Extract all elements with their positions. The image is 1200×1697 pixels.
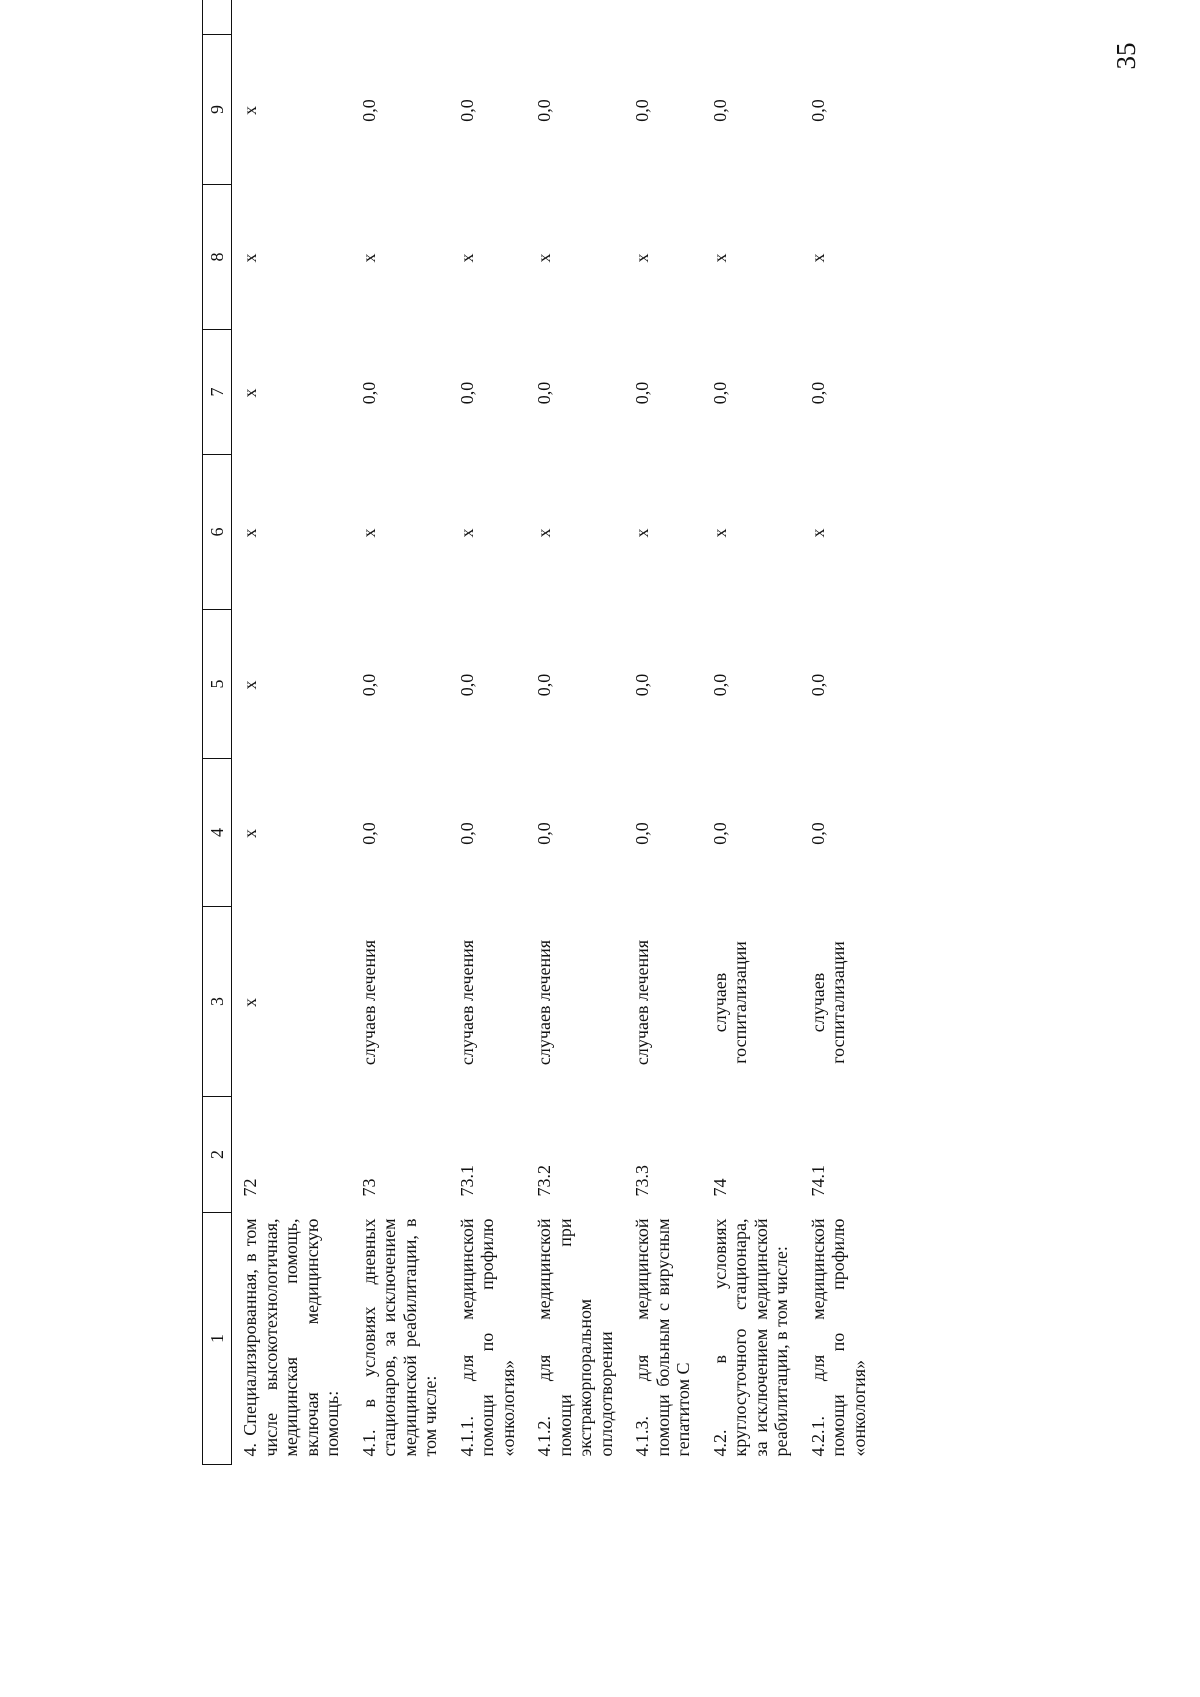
value-col8-cell: х [240,253,260,263]
value-col8-cell: х [534,253,554,263]
row-number-cell: 74 [709,1178,730,1197]
value-col7-cell: 0,0 [709,381,730,405]
data-table [202,0,877,1465]
unit-cell: случаев госпитализации [709,941,750,1064]
table-row [526,0,624,1465]
value-col5-cell: 0,0 [456,673,477,697]
col-header-1: 1 [203,1213,232,1465]
value-col4-cell: 0,0 [358,822,379,845]
value-col7-cell: х [240,388,260,398]
unit-cell: случаев лечения [632,939,652,1066]
value-col9-cell: 0,0 [632,99,652,122]
row-number-cell: 73 [358,1178,379,1197]
value-col9-cell: 0,0 [456,99,477,122]
table-row [232,0,351,1465]
value-col6-cell: х [534,528,554,538]
table-row [800,0,878,1465]
value-col7-cell: 0,0 [456,381,477,405]
table-row [702,0,800,1465]
value-col6-cell: х [709,528,730,538]
value-col9-cell: 0,0 [358,99,379,122]
value-col8-cell: х [456,253,477,263]
value-col4-cell: х [240,829,260,838]
unit-cell: случаев лечения [358,939,379,1066]
table-row [624,0,702,1465]
header-row [203,0,232,1465]
value-col6-cell: х [456,528,477,538]
value-col8-cell: х [358,253,379,263]
table-row [351,0,449,1465]
col-header-7: 7 [203,330,232,455]
unit-cell: случаев лечения [534,939,554,1066]
unit-cell: х [240,998,260,1007]
value-col6-cell: х [632,528,652,538]
col-header-9: 9 [203,35,232,185]
value-col5-cell: 0,0 [534,673,554,697]
value-col8-cell: х [632,253,652,263]
unit-cell: случаев лечения [456,939,477,1066]
value-col4-cell: 0,0 [709,822,730,845]
value-col5-cell: 0,0 [709,673,730,697]
row-number-cell: 74.1 [807,1165,828,1197]
value-col10-cell [624,0,702,35]
row-name-cell: 4.1.2. для медицинской помощи при экстракорпоральном оплодотворении [534,1218,616,1457]
value-col10-cell [526,0,624,35]
value-col4-cell: 0,0 [456,822,477,845]
value-col9-cell: х [240,106,260,115]
value-col10-cell [800,0,878,35]
row-name-cell: 4. Специализированная, в том числе высокотехнологичная, медицинская помощь, включая медицинскую помощь: [240,1218,342,1457]
table-row [449,0,527,1465]
value-col6-cell: х [358,528,379,538]
rotated-table-container [202,47,932,1465]
row-number-cell: 72 [240,1178,260,1197]
value-col10-cell [702,0,800,35]
value-col5-cell: х [240,680,260,690]
page-number: 35 [1111,42,1141,70]
col-header-5: 5 [203,610,232,759]
value-col6-cell: х [240,528,260,538]
value-col4-cell: 0,0 [534,822,554,845]
value-col7-cell: 0,0 [807,381,828,405]
row-name-cell: 4.1.3. для медицинской помощи больным с вирусным гепатитом С [632,1218,693,1457]
value-col7-cell: 0,0 [534,381,554,405]
value-col6-cell: х [807,528,828,538]
value-col10-cell [232,0,351,35]
row-number-cell: 73.1 [456,1165,477,1197]
col-header-4: 4 [203,759,232,907]
value-col5-cell: 0,0 [632,673,652,697]
row-number-cell: 73.2 [534,1165,554,1197]
col-header-3: 3 [203,907,232,1097]
value-col5-cell: 0,0 [807,673,828,697]
value-col10-cell [449,0,527,35]
table-body [232,0,878,1465]
row-name-cell: 4.1. в условиях дневных стационаров, за исключением медицинской реабилитации, в том числе: [358,1218,440,1457]
value-col4-cell: 0,0 [807,822,828,845]
value-col5-cell: 0,0 [358,673,379,697]
unit-cell: случаев госпитализации [807,941,848,1064]
value-col9-cell: 0,0 [709,99,730,122]
col-header-6: 6 [203,455,232,610]
row-name-cell: 4.2.1. для медицинской помощи по профилю «онкология» [807,1218,869,1457]
row-name-cell: 4.2. в условиях круглосуточного стационара, за исключением медицинской реабилитации, в том числе: [709,1218,791,1457]
row-number-cell: 73.3 [632,1165,652,1197]
value-col4-cell: 0,0 [632,822,652,845]
value-col7-cell: 0,0 [358,381,379,405]
col-header-10 [203,0,232,35]
value-col9-cell: 0,0 [807,99,828,122]
value-col7-cell: 0,0 [632,381,652,405]
value-col8-cell: х [709,253,730,263]
value-col10-cell [351,0,449,35]
col-header-2: 2 [203,1097,232,1213]
col-header-8: 8 [203,185,232,330]
value-col9-cell: 0,0 [534,99,554,122]
value-col8-cell: х [807,253,828,263]
row-name-cell: 4.1.1. для медицинской помощи по профилю «онкология» [456,1218,518,1457]
